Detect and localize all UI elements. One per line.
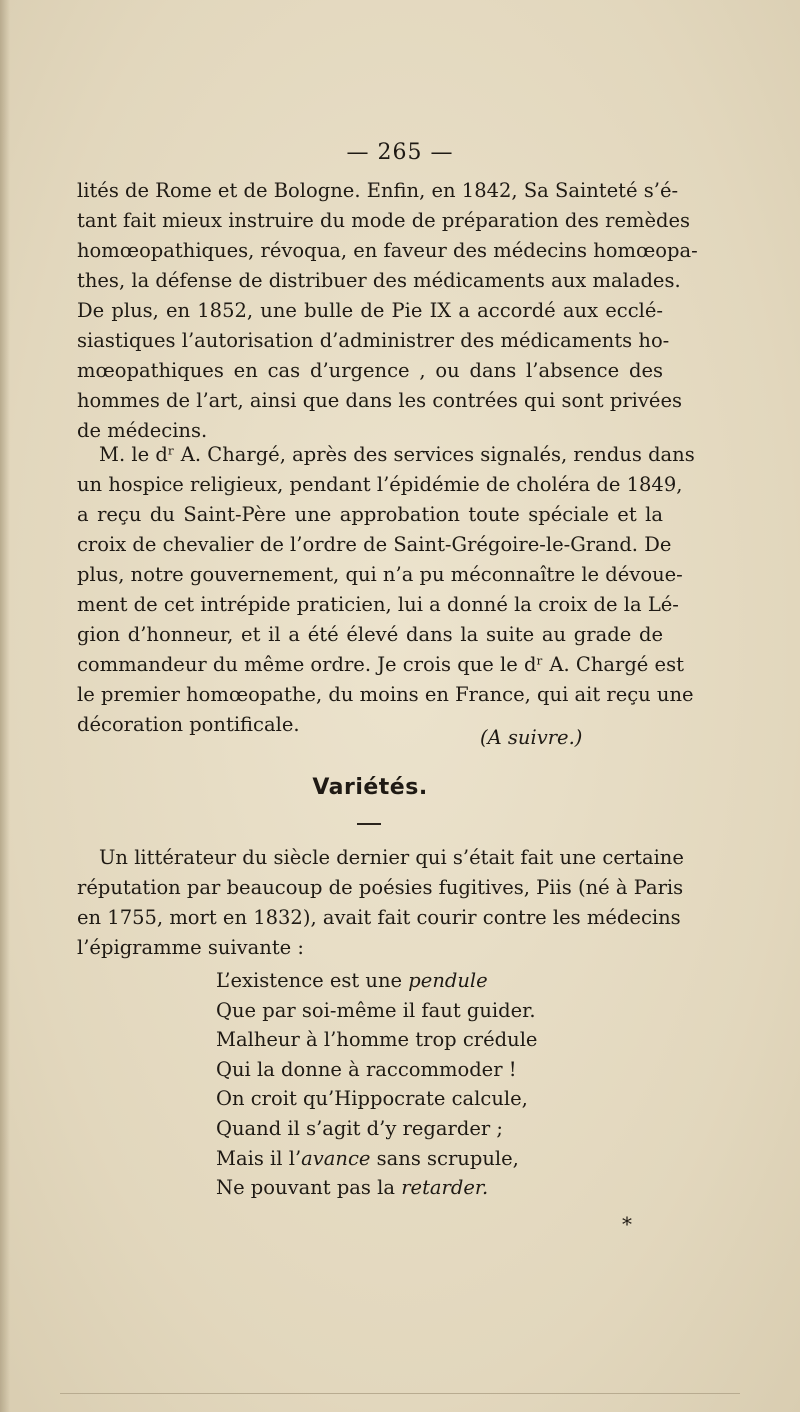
text-line: siastiques l’autorisation d’administrer des médicaments ho- — [77, 329, 670, 352]
verse-text: Ne pouvant pas la — [216, 1176, 402, 1200]
text-line: plus, notre gouvernement, qui n’a pu méconnaître le dévoue- — [77, 563, 683, 586]
text-line: de médecins. — [77, 419, 208, 442]
text-line: lités de Rome et de Bologne. Enfin, en 1842, Sa Sainteté s’é- — [77, 179, 679, 202]
verse-text: L’existence est une — [216, 969, 409, 992]
text-line: homœopathiques, révoqua, en faveur des médecins homœopa- — [77, 239, 698, 262]
verse-line — [216, 1144, 537, 1174]
verse-italic: pendule — [408, 969, 488, 992]
verse-text: Mais il l’ — [216, 1146, 302, 1170]
text-line: mœopathiques en cas d’urgence , ou dans l’absence des — [77, 359, 663, 382]
to-be-continued: (A suivre.) — [480, 726, 583, 749]
text-line: tant fait mieux instruire du mode de préparation des remèdes — [77, 209, 691, 232]
verse-line — [216, 966, 537, 996]
verse-text: sans scrupule, — [370, 1146, 519, 1170]
verse-italic: retarder. — [401, 1176, 489, 1200]
text-line: hommes de l’art, ainsi que dans les contrées qui sont privées — [77, 389, 682, 412]
text-line: a reçu du Saint-Père une approbation toute spéciale et la — [77, 503, 663, 526]
section-title: Variétés. — [312, 775, 428, 800]
text-line: ment de cet intrépide praticien, lui a donné la croix de la Lé- — [77, 593, 679, 616]
text-line: le premier homœopathe, du moins en France, qui ait reçu une — [77, 683, 694, 706]
text-line: l’épigramme suivante : — [77, 936, 304, 959]
text-line: thes, la défense de distribuer des médicaments aux malades. — [77, 269, 681, 292]
text-line: en 1755, mort en 1832), avait fait courir contre les médecins — [77, 906, 681, 929]
paragraph-1 — [77, 176, 698, 446]
epigram-verse — [216, 966, 537, 1203]
text-line: réputation par beaucoup de poésies fugitives, Piis (né à Paris — [77, 876, 684, 899]
paragraph-2 — [77, 440, 695, 740]
page-number: — 265 — — [346, 140, 454, 165]
verse-line: Malheur à l’homme trop crédule — [216, 1028, 538, 1052]
verse-line: Qui la donne à raccommoder ! — [216, 1057, 517, 1081]
text-line: De plus, en 1852, une bulle de Pie IX a accordé aux ecclé- — [77, 299, 663, 322]
verse-line: Que par soi-même il faut guider. — [216, 998, 536, 1022]
asterisk-mark: * — [622, 1212, 632, 1236]
text-line: Un littérateur du siècle dernier qui s’était fait une certaine — [99, 846, 684, 869]
verse-line — [216, 1173, 537, 1203]
text-line: M. le dʳ A. Chargé, après des services signalés, rendus dans — [99, 443, 695, 466]
verse-line: On croit qu’Hippocrate calcule, — [216, 1087, 528, 1111]
paragraph-3 — [77, 843, 684, 963]
text-line: commandeur du même ordre. Je crois que le dʳ A. Chargé est — [77, 653, 684, 676]
verse-line: Quand il s’agit d’y regarder ; — [216, 1116, 503, 1140]
text-line: croix de chevalier de l’ordre de Saint-Grégoire-le-Grand. De — [77, 533, 672, 556]
page-bottom-edge — [60, 1393, 740, 1394]
verse-italic: avance — [301, 1146, 371, 1170]
page-edge-shadow — [0, 0, 10, 1412]
text-line: un hospice religieux, pendant l’épidémie de choléra de 1849, — [77, 473, 683, 496]
section-divider — [357, 823, 381, 825]
text-line: gion d’honneur, et il a été élevé dans la suite au grade de — [77, 623, 663, 646]
text-line: décoration pontificale. — [77, 713, 300, 736]
